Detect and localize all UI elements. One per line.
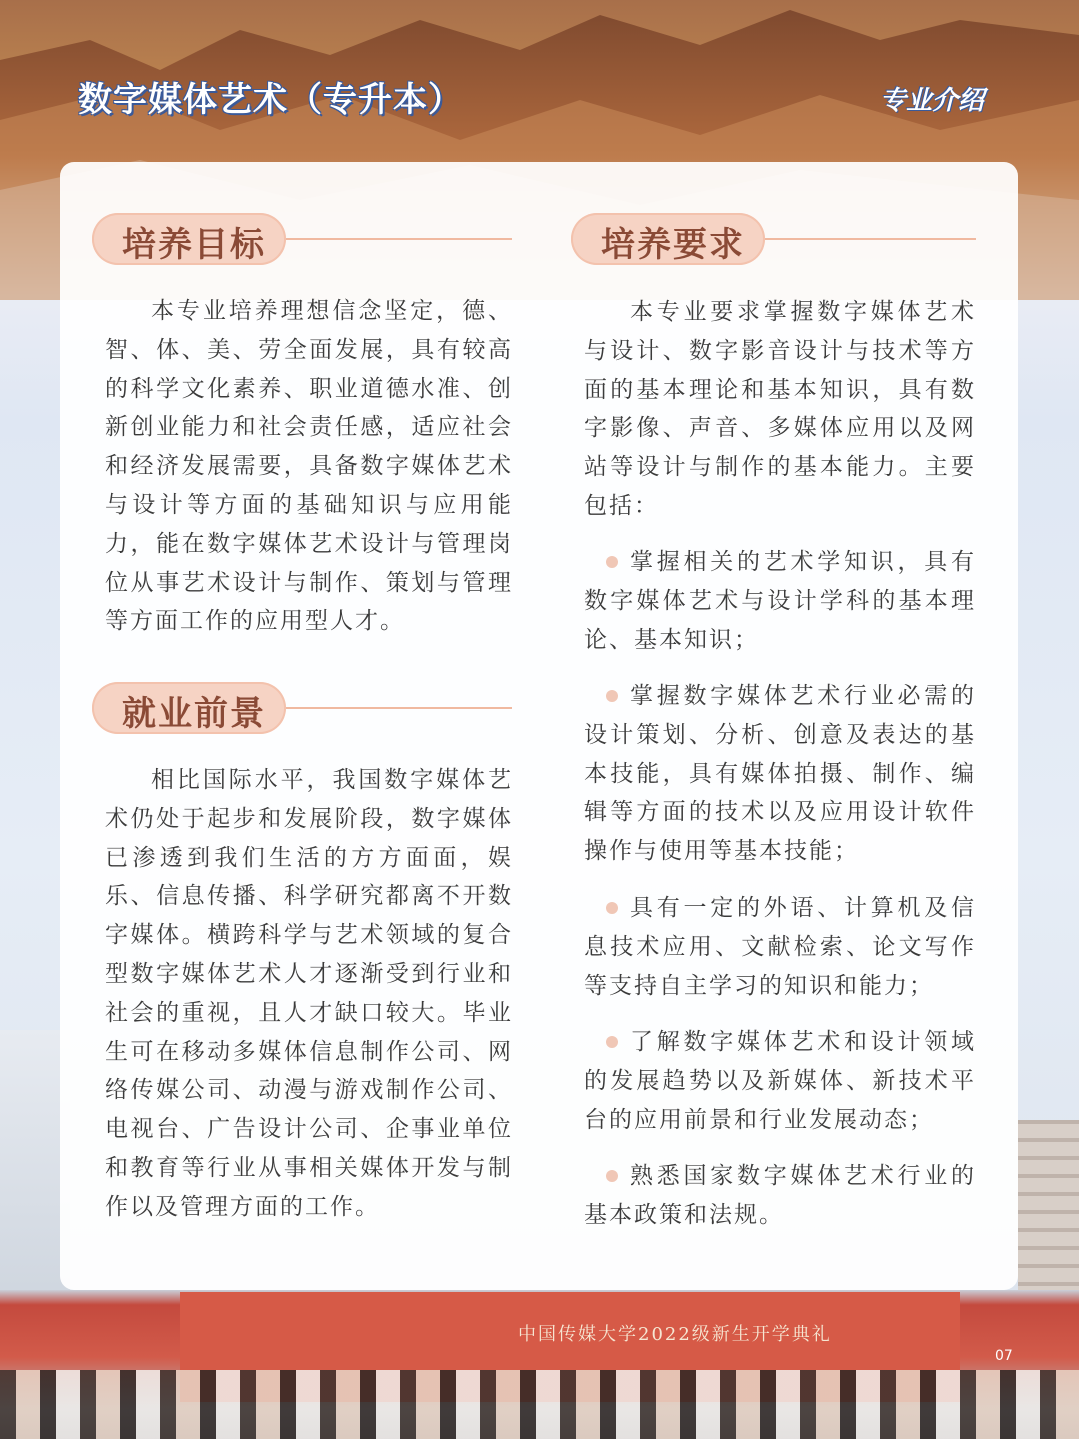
- career-title: 就业前景: [122, 694, 266, 734]
- requirement-item: 掌握数字媒体艺术行业必需的设计策划、分析、创意及表达的基本技能，具有媒体拍摄、制作、编辑等方面的技术以及应用设计软件操作与使用等基本技能；: [584, 683, 976, 865]
- goal-heading: [92, 213, 512, 265]
- page-title: 数字媒体艺术（专升本）: [78, 80, 463, 120]
- ceremony-banner: 中国传媒大学2022级新生开学典礼: [518, 1324, 832, 1345]
- building-photo: [1018, 1120, 1079, 1300]
- page-number: 07: [995, 1348, 1013, 1364]
- requirements-heading: [571, 213, 976, 265]
- crowd-photo: [0, 1370, 1079, 1439]
- requirement-item: 了解数字媒体艺术和设计领域的发展趋势以及新媒体、新技术平台的应用前景和行业发展动态；: [584, 1029, 976, 1133]
- requirements-intro: 本专业要求掌握数字媒体艺术与设计、数字影音设计与技术等方面的基本理论和基本知识，具有数字影像、声音、多媒体应用以及网站等设计与制作的基本能力。主要包括：: [584, 299, 976, 519]
- requirement-item: 掌握相关的艺术学知识，具有数字媒体艺术与设计学科的基本理论、基本知识；: [584, 549, 976, 653]
- goal-text: 本专业培养理想信念坚定，德、智、体、美、劳全面发展，具有较高的科学文化素养、职业道德水准、创新创业能力和社会责任感，适应社会和经济发展需要，具备数字媒体艺术与设计等方面的基础知识与应用能力，能在数字媒体艺术设计与管理岗位从事艺术设计与制作、策划与管理等方面工作的应用型人才。: [105, 298, 513, 635]
- heading-divider: [765, 238, 976, 240]
- goal-title: 培养目标: [122, 225, 266, 265]
- requirements-title: 培养要求: [601, 225, 745, 265]
- requirement-item: 具有一定的外语、计算机及信息技术应用、文献检索、论文写作等支持自主学习的知识和能力；: [584, 895, 976, 999]
- requirement-item: 熟悉国家数字媒体艺术行业的基本政策和法规。: [584, 1163, 976, 1228]
- career-heading: [92, 682, 512, 734]
- section-tag: 专业介绍: [880, 86, 985, 116]
- career-text: 相比国际水平，我国数字媒体艺术仍处于起步和发展阶段，数字媒体已渗透到我们生活的方方面面，娱乐、信息传播、科学研究都离不开数字媒体。横跨科学与艺术领域的复合型数字媒体艺术人才逐渐受到行业和社会的重视，且人才缺口较大。毕业生可在移动多媒体信息制作公司、网络传媒公司、动漫与游戏制作公司、电视台、广告设计公司、企事业单位和教育等行业从事相关媒体开发与制作以及管理方面的工作。: [105, 767, 513, 1220]
- heading-divider: [286, 238, 512, 240]
- heading-divider: [286, 707, 512, 709]
